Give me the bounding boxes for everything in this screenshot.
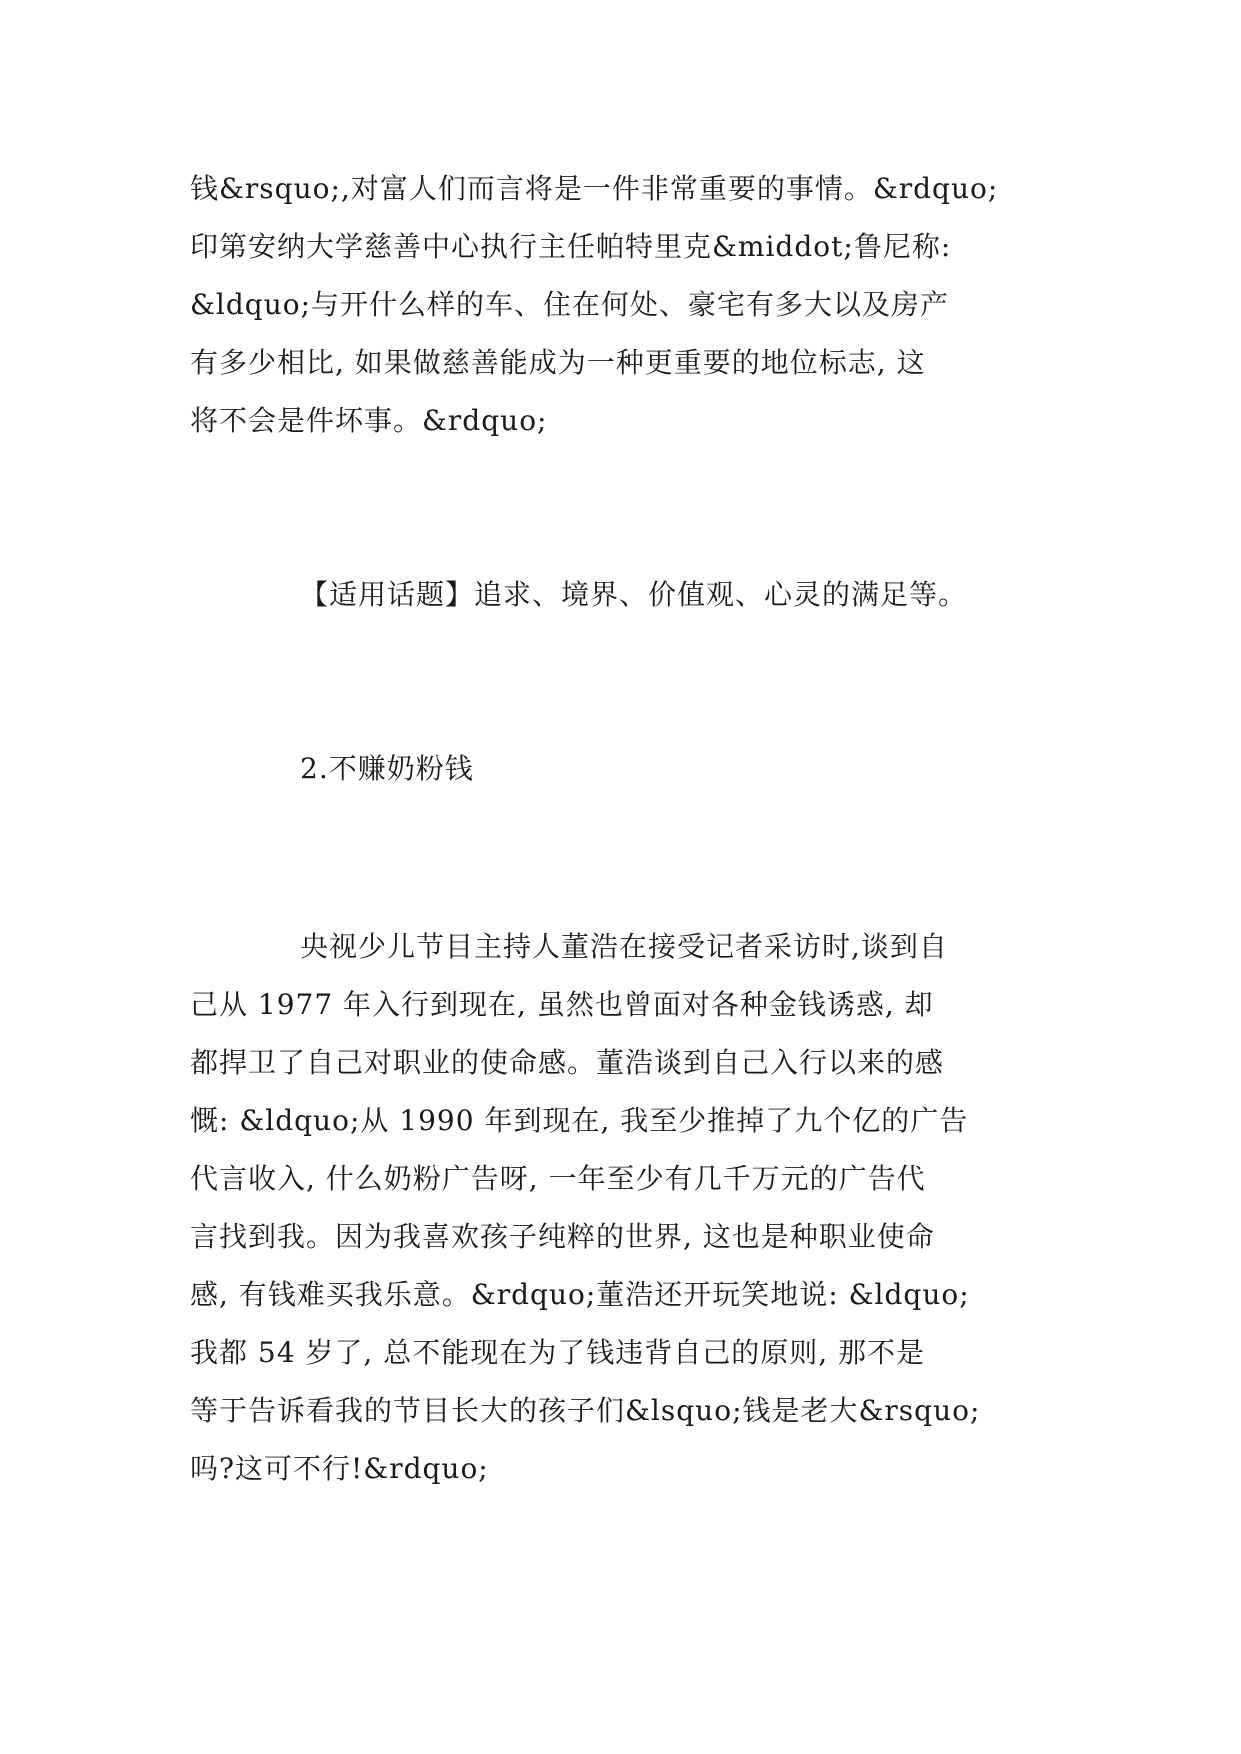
paragraph-line: 有多少相比, 如果做慈善能成为一种更重要的地位标志, 这 — [190, 346, 926, 379]
paragraph-line: 钱&rsquo;,对富人们而言将是一件非常重要的事情。&rdquo; — [190, 172, 999, 205]
paragraph-line: 代言收入, 什么奶粉广告呀, 一年至少有几千万元的广告代 — [190, 1162, 926, 1195]
paragraph-line: 言找到我。因为我喜欢孩子纯粹的世界, 这也是种职业使命 — [190, 1220, 935, 1253]
topics-text: 【适用话题】追求、境界、价值观、心灵的满足等。 — [300, 578, 968, 611]
paragraph-line: 慨: &ldquo;从 1990 年到现在, 我至少推掉了九个亿的广告 — [190, 1104, 969, 1137]
paragraph-line: &ldquo;与开什么样的车、住在何处、豪宅有多大以及房产 — [190, 288, 950, 321]
paragraph-line: 央视少儿节目主持人董浩在接受记者采访时,谈到自 — [300, 930, 948, 963]
paragraph-line: 将不会是件坏事。&rdquo; — [190, 404, 548, 437]
applicable-topics — [190, 566, 1060, 624]
paragraph-line: 印第安纳大学慈善中心执行主任帕特里克&middot;鲁尼称: — [190, 230, 952, 263]
paragraph-line: 感, 有钱难买我乐意。&rdquo;董浩还开玩笑地说: &ldquo; — [190, 1278, 970, 1311]
paragraph-philanthropy — [190, 160, 1060, 450]
paragraph-line: 等于告诉看我的节目长大的孩子们&lsquo;钱是老大&rsquo; — [190, 1394, 981, 1427]
section-heading — [190, 740, 1060, 798]
section-title-text: 2.不赚奶粉钱 — [300, 752, 474, 785]
paragraph-donghao — [190, 918, 1060, 1498]
paragraph-line: 己从 1977 年入行到现在, 虽然也曾面对各种金钱诱惑, 却 — [190, 988, 934, 1021]
paragraph-line: 吗?这可不行!&rdquo; — [190, 1452, 489, 1485]
paragraph-line: 我都 54 岁了, 总不能现在为了钱违背自己的原则, 那不是 — [190, 1336, 926, 1369]
paragraph-line: 都捍卫了自己对职业的使命感。董浩谈到自己入行以来的感 — [190, 1046, 945, 1079]
